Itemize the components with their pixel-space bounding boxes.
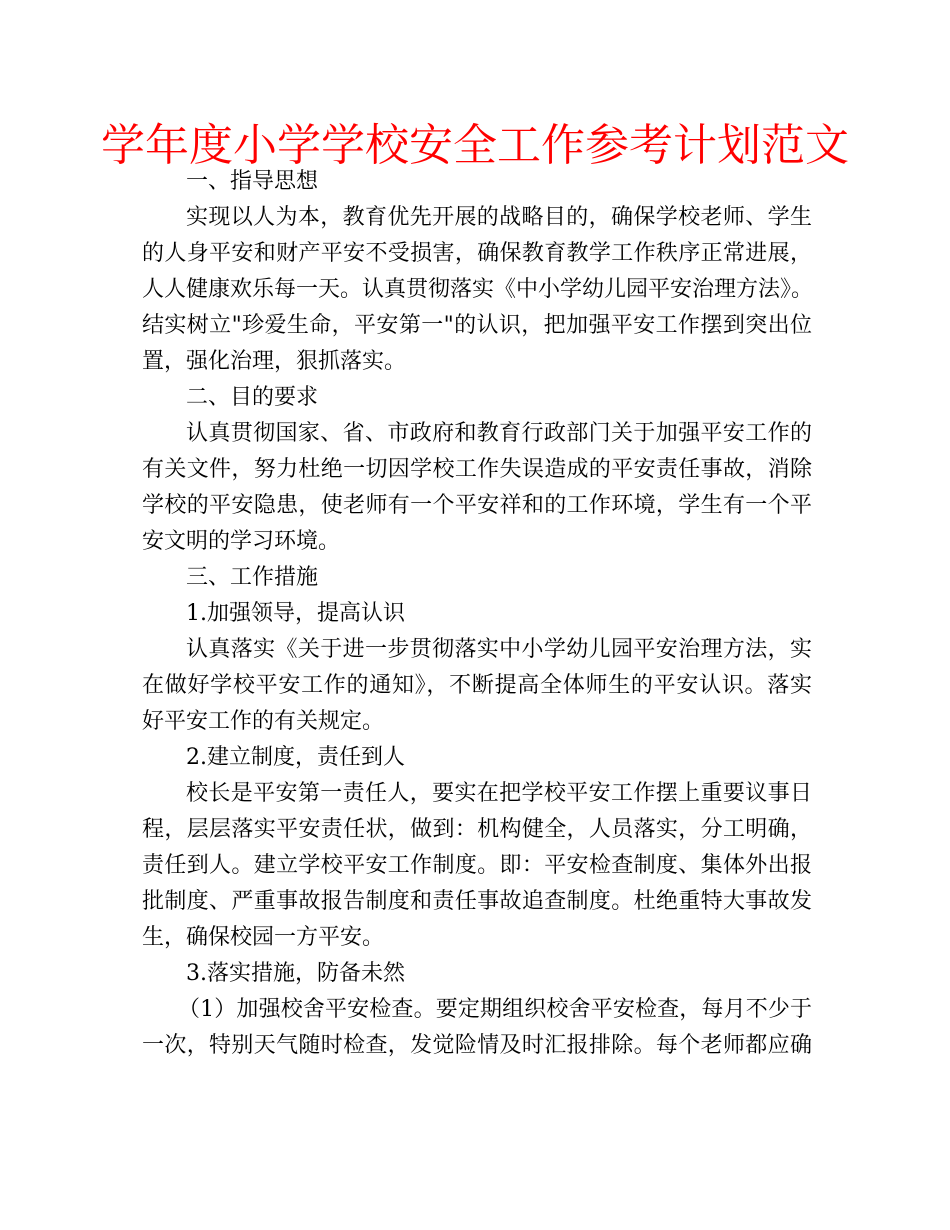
document-title: 学年度小学学校安全工作参考计划范文	[101, 120, 849, 171]
paragraph-line: 实现以人为本，教育优先开展的战略目的，确保学校老师、学生	[186, 205, 812, 230]
paragraph-line: 校长是平安第一责任人，要实在把学校平安工作摆上重要议事日	[186, 781, 812, 806]
paragraph-line: 的人身平安和财产平安不受损害，确保教育教学工作秩序正常进展，	[142, 241, 812, 266]
paragraph-line: 认真贯彻国家、省、市政府和教育行政部门关于加强平安工作的	[186, 421, 812, 446]
paragraph-line: 生，确保校园一方平安。	[142, 925, 385, 950]
paragraph-line: 1.加强领导，提高认识	[186, 601, 405, 626]
paragraph-line: 结实树立"珍爱生命，平安第一"的认识，把加强平安工作摆到突出位	[142, 313, 812, 338]
paragraph-line: 批制度、严重事故报告制度和责任事故追查制度。杜绝重特大事故发	[142, 889, 812, 914]
paragraph-line: 一、指导思想	[186, 169, 319, 194]
document-body	[142, 164, 812, 1064]
paragraph-line: 人人健康欢乐每一天。认真贯彻落实《中小学幼儿园平安治理方法》。	[142, 277, 814, 302]
paragraph-line: 3.落实措施，防备未然	[186, 961, 405, 986]
paragraph-line: （1）加强校舍平安检查。要定期组织校舍平安检查，每月不少于	[178, 997, 812, 1022]
paragraph-line: 好平安工作的有关规定。	[142, 709, 385, 734]
paragraph-line: 认真落实《关于进一步贯彻落实中小学幼儿园平安治理方法，实	[186, 637, 812, 662]
paragraph-line: 2.建立制度，责任到人	[186, 745, 405, 770]
paragraph-line: 一次，特别天气随时检查，发觉险情及时汇报排除。每个老师都应确	[142, 1033, 812, 1058]
paragraph-line: 在做好学校平安工作的通知》，不断提高全体师生的平安认识。落实	[142, 673, 812, 698]
paragraph-line: 二、目的要求	[186, 385, 319, 410]
paragraph-line: 安文明的学习环境。	[142, 529, 341, 554]
paragraph-line: 置，强化治理，狠抓落实。	[142, 349, 407, 374]
paragraph-line: 有关文件，努力杜绝一切因学校工作失误造成的平安责任事故，消除	[142, 457, 812, 482]
paragraph-line: 责任到人。建立学校平安工作制度。即：平安检查制度、集体外出报	[142, 853, 812, 878]
paragraph-line: 学校的平安隐患，使老师有一个平安祥和的工作环境，学生有一个平	[142, 493, 812, 518]
paragraph-line: 程，层层落实平安责任状，做到：机构健全，人员落实，分工明确，	[142, 817, 812, 842]
paragraph-line: 三、工作措施	[186, 565, 319, 590]
